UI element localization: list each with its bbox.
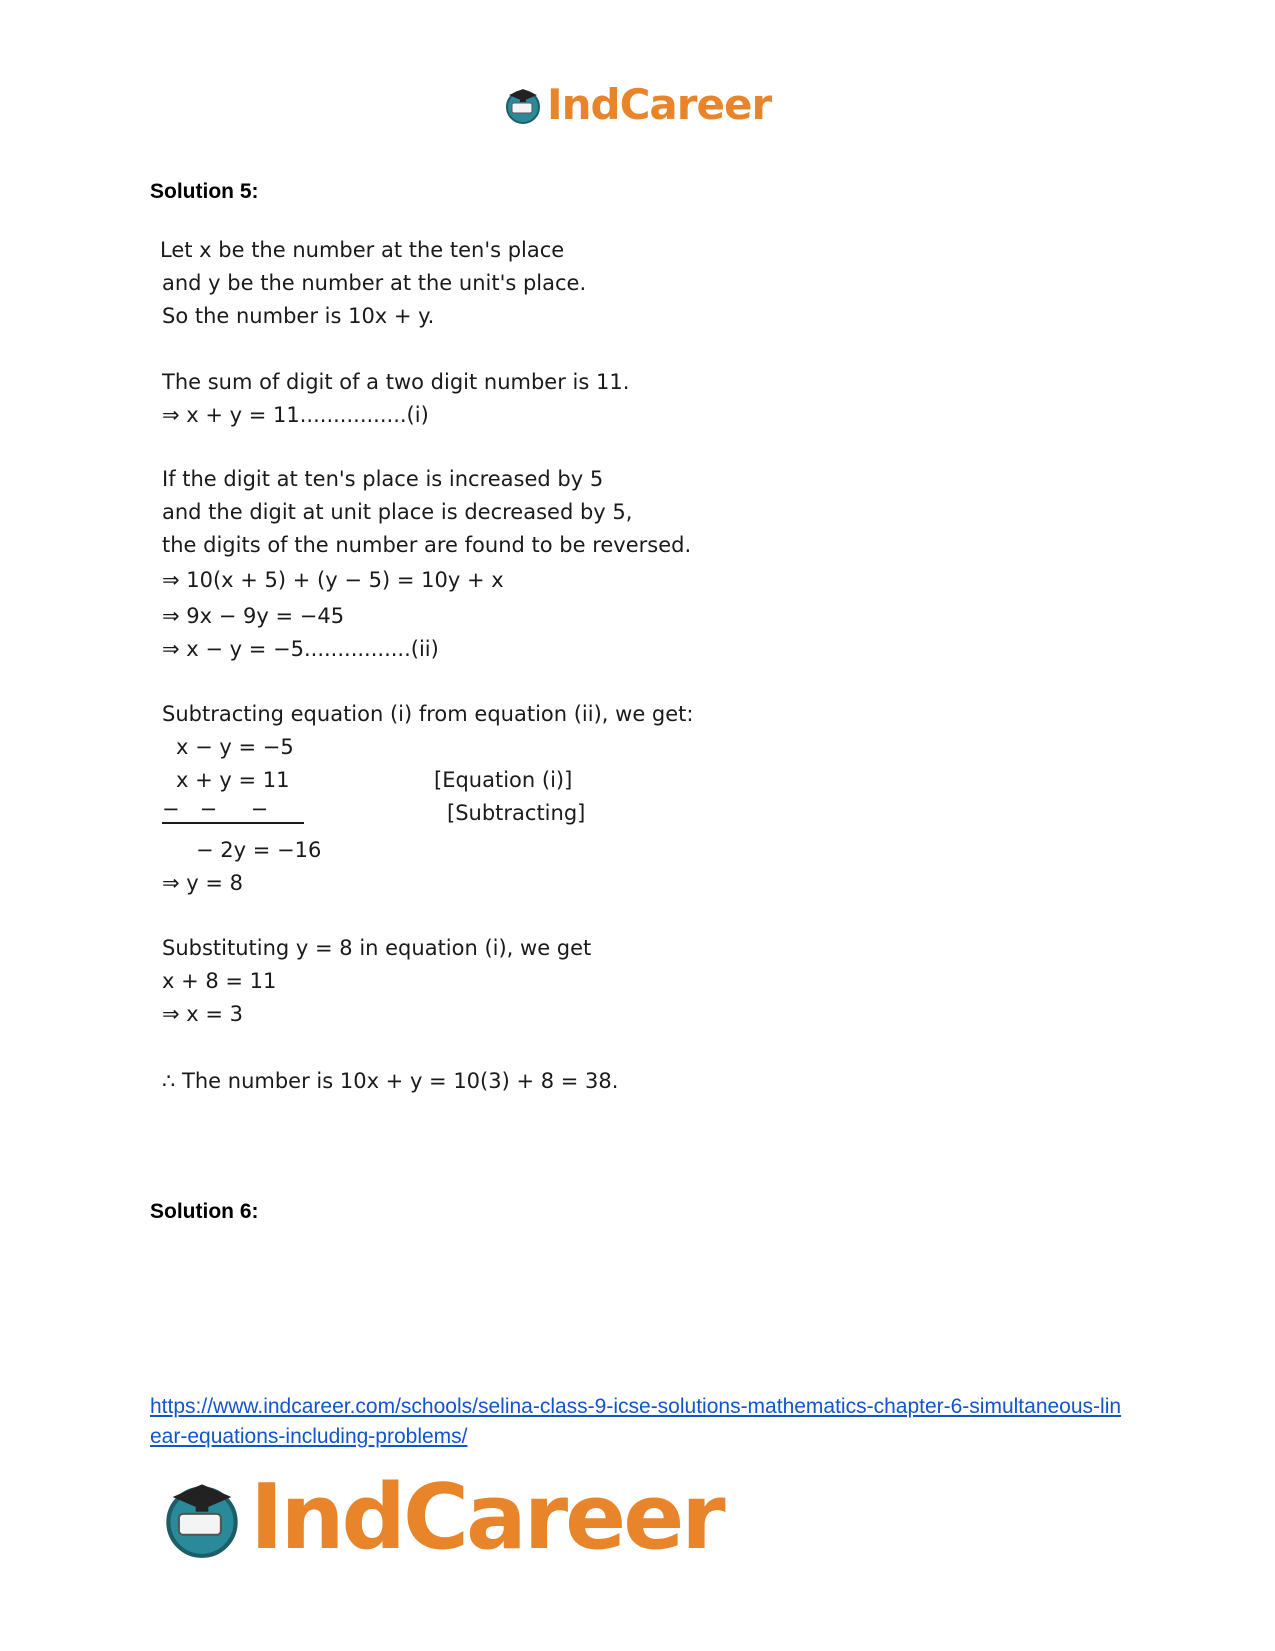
math-line: ∴ The number is 10x + y = 10(3) + 8 = 38. (162, 1069, 619, 1093)
graduation-globe-icon (160, 1476, 244, 1560)
header-logo-text: IndCareer (547, 80, 772, 129)
math-line: ⇒ x + y = 11................(i) (162, 403, 429, 427)
math-line: Substituting y = 8 in equation (i), we get (162, 936, 592, 960)
header-logo (503, 80, 771, 129)
footer-logo (160, 1465, 723, 1570)
subtraction-rule (162, 822, 304, 824)
math-line: x + y = 11 (176, 768, 290, 792)
math-line: So the number is 10x + y. (162, 304, 435, 328)
math-line: Let x be the number at the ten's place (160, 238, 565, 262)
graduation-globe-icon (503, 85, 543, 125)
solution-6-heading: Solution 6: (150, 1200, 259, 1223)
math-line: ⇒ 10(x + 5) + (y − 5) = 10y + x (162, 568, 504, 592)
solution-5-heading: Solution 5: (150, 180, 259, 203)
math-line: [Subtracting] (447, 801, 586, 825)
math-line: − − − (162, 797, 269, 821)
math-line: x − y = −5 (176, 735, 294, 759)
footer-logo-text: IndCareer (250, 1465, 723, 1570)
math-line: If the digit at ten's place is increased by 5 (162, 467, 604, 491)
math-line: and y be the number at the unit's place. (162, 271, 587, 295)
math-line: The sum of digit of a two digit number is 11. (162, 370, 630, 394)
math-line: ⇒ 9x − 9y = −45 (162, 604, 345, 628)
math-line: ⇒ x = 3 (162, 1002, 244, 1026)
math-line: [Equation (i)] (434, 768, 573, 792)
math-line: the digits of the number are found to be reversed. (162, 533, 692, 557)
math-line: − 2y = −16 (196, 838, 322, 862)
math-line: and the digit at unit place is decreased by 5, (162, 500, 633, 524)
math-line: Subtracting equation (i) from equation (ii), we get: (162, 702, 694, 726)
source-link[interactable]: https://www.indcareer.com/schools/selina-class-9-icse-solutions-mathematics-chapter-6-simultaneous-linear-equations-including-problems/ (150, 1395, 1122, 1448)
math-line: ⇒ y = 8 (162, 871, 244, 895)
math-line: ⇒ x − y = −5................(ii) (162, 637, 439, 661)
math-line: x + 8 = 11 (162, 969, 277, 993)
